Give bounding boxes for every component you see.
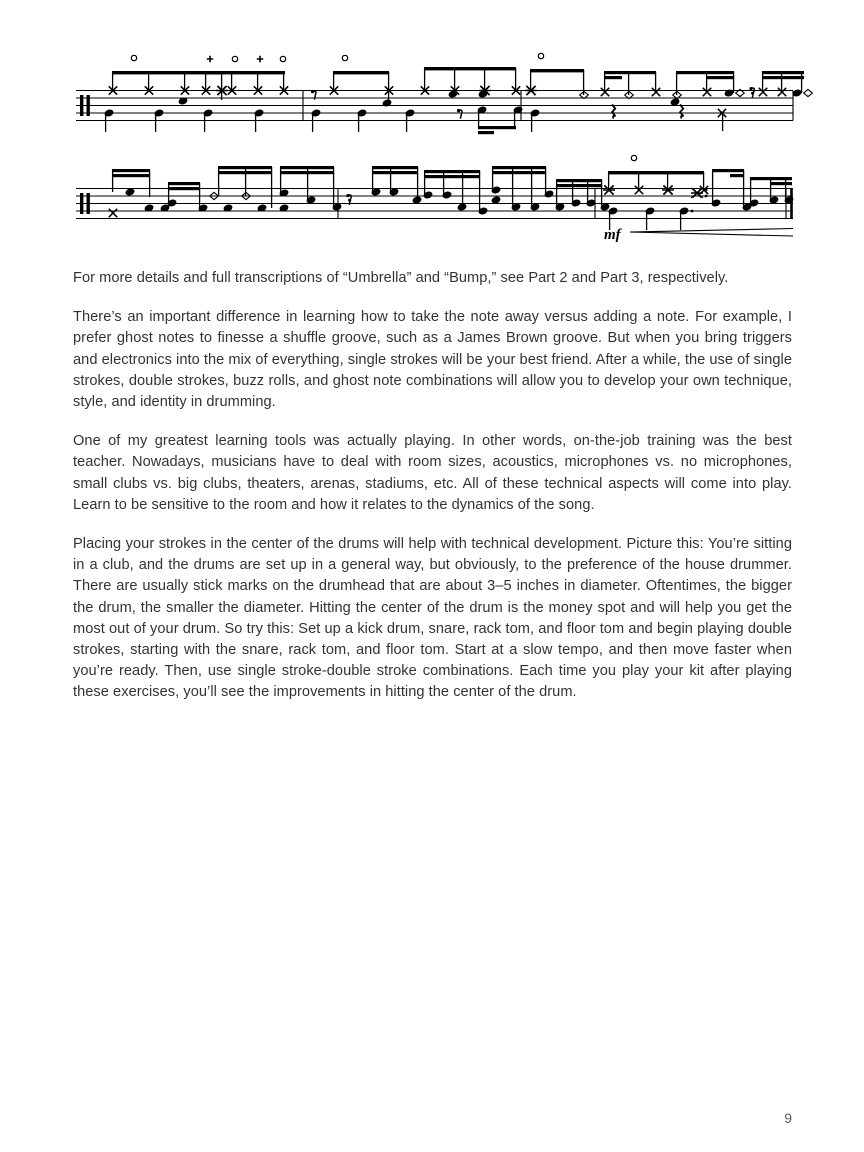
drum-notation-score <box>0 0 864 262</box>
paragraph-3: One of my greatest learning tools was actually playing. In other words, on-the-job training was the best teacher. Nowadays, musicians have to deal with room sizes, acoustics, microphones vs. no microphones, small clubs vs. big clubs, theaters, arenas, stadiums, etc. All of these technical aspects will come into play. Learn to be sensitive to the room and how it relates to the dynamics of the song. <box>73 433 792 513</box>
paragraph-4: Placing your strokes in the center of the drums will help with technical development. Picture this: You’re sitting in a club, and the drums are set up in a general way, but obviously, to the preference of the house drummer. There are usually stick marks on the drumhead that are about 3–5 inches in diameter. Oftentimes, the bigger the drum, the smaller the diameter. Hitting the center of the drum is the money spot and will help you get the most out of your drum. So try this: Set up a kick drum, snare, rack tom, and floor tom and begin playing double strokes, starting with the snare, rack tom, and floor tom. Start at a slow tempo, and then move faster when you’re ready. Then, use single stroke-double stroke combinations. Each time you play your kit after playing these exercises, you’ll see the improvements in hitting the center of the drum. <box>73 536 792 701</box>
paragraph-1: For more details and full transcriptions of “Umbrella” and “Bump,” see Part 2 and Part 3, respectively. <box>73 270 729 286</box>
crescendo-hairpin <box>630 229 793 237</box>
dynamic-mf <box>604 227 623 243</box>
body-text-block <box>73 268 792 704</box>
page-number: 9 <box>784 1110 792 1126</box>
staff-system-1 <box>76 53 812 134</box>
paragraph-2: There’s an important difference in learning how to take the note away versus adding a note. For example, I prefer ghost notes to finesse a shuffle groove, such as a James Brown groove. But when you bring triggers and electronics into the mix of everything, single strokes will be your best friend. After a while, the use of single strokes, double strokes, buzz rolls, and ghost note combinations will allow you to develop your own technique, style, and identity in drumming. <box>73 309 792 411</box>
svg-text:mf: mf <box>604 227 621 243</box>
staff-system-2 <box>76 155 794 243</box>
